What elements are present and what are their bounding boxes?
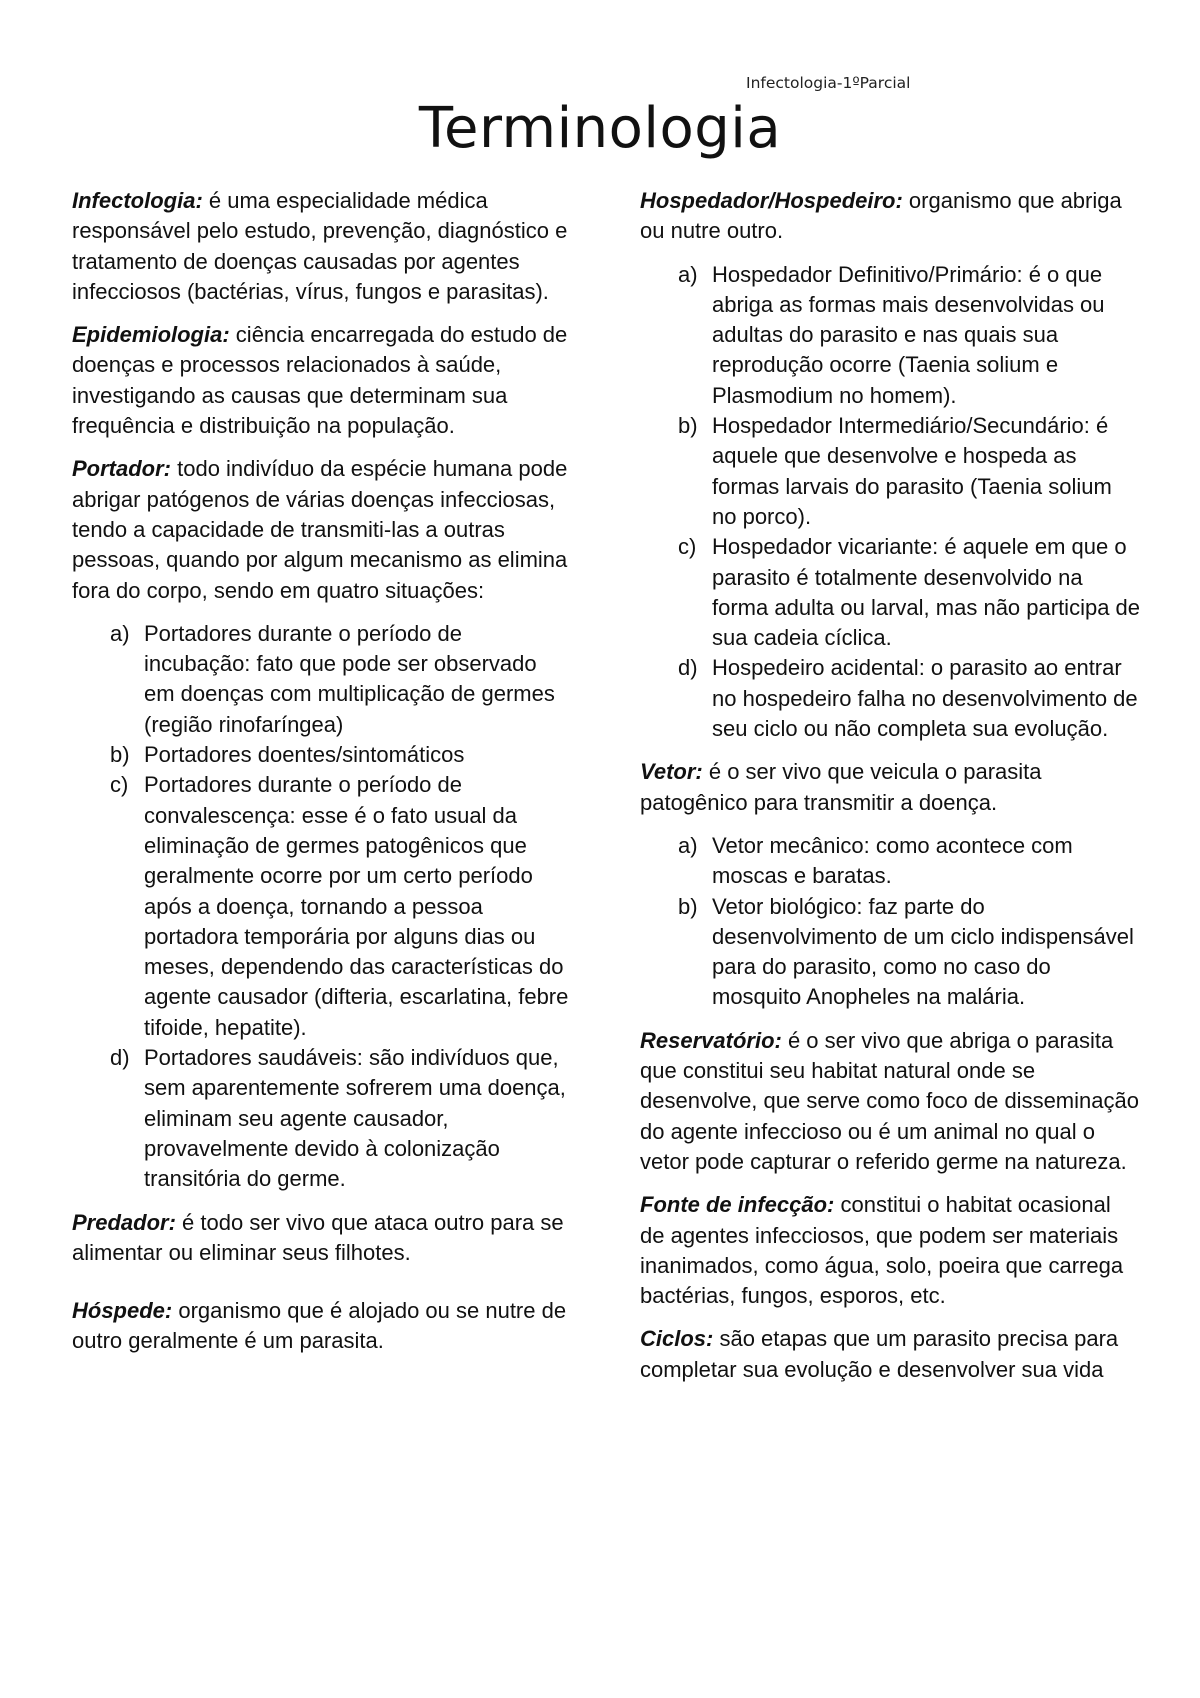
list-item <box>640 892 1140 1013</box>
term-label: Reservatório: <box>640 1027 782 1053</box>
list-item-text: Hospedador Definitivo/Primário: é o que abriga as formas mais desenvolvidas ou adultas do parasito e nas quais sua reprodução ocorre (Taenia solium e Plasmodium no homem). <box>712 261 1105 408</box>
list-item <box>640 831 1140 892</box>
term-label: Infectologia: <box>72 188 203 213</box>
definition-vetor <box>640 757 1140 818</box>
list-item <box>640 532 1140 653</box>
definition-text: é uma especialidade médica responsável pelo estudo, prevenção, diagnóstico e tratamento de doenças causadas por agentes infecciosos (bactérias, vírus, fungos e parasitas). <box>72 188 568 304</box>
definition-ciclos <box>640 1324 1140 1385</box>
hospedador-list <box>640 260 1140 745</box>
list-item-text: Portadores durante o período de incubação: fato que pode ser observado em doenças com multiplicação de germes (região rinofaríngea) <box>144 620 555 737</box>
definition-epidemiologia <box>72 320 572 441</box>
definition-text: todo indivíduo da espécie humana pode abrigar patógenos de várias doenças infecciosas, tendo a capacidade de transmiti-las a outras pessoas, quando por algum mecanismo as elimina fora do corpo, sendo em quatro situações: <box>72 456 568 603</box>
definition-text: são etapas que um parasito precisa para completar sua evolução e desenvolver sua vida <box>640 1326 1119 1382</box>
definition-fonte-de-infeccao <box>640 1190 1140 1311</box>
definition-text: organismo que abriga ou nutre outro. <box>640 188 1122 244</box>
list-item <box>72 1043 572 1194</box>
list-marker: d) <box>110 1045 130 1071</box>
list-item-text: Portadores doentes/sintomáticos <box>144 742 465 768</box>
list-marker: c) <box>678 534 697 560</box>
term-label: Fonte de infecção: <box>640 1192 835 1218</box>
list-item-text: Vetor biológico: faz parte do desenvolvimento de um ciclo indispensável para do parasito, como no caso do mosquito Anopheles na malária. <box>712 893 1134 1010</box>
list-marker: a) <box>678 261 698 287</box>
term-label: Epidemiologia: <box>72 322 230 348</box>
term-label: Hospedador/Hospedeiro: <box>640 188 903 213</box>
term-label: Predador: <box>72 1209 176 1235</box>
page-title: Terminologia <box>418 96 782 161</box>
definition-text: é o ser vivo que veicula o parasita patogênico para transmitir a doença. <box>640 759 1042 815</box>
list-item <box>72 740 572 770</box>
definition-infectologia <box>72 186 572 307</box>
list-item <box>640 260 1140 411</box>
list-marker: d) <box>678 655 698 681</box>
list-marker: b) <box>678 893 698 919</box>
list-item-text: Hospedador vicariante: é aquele em que o parasito é totalmente desenvolvido na forma adulta ou larval, mas não participa de sua cadeia cíclica. <box>712 534 1141 651</box>
definition-text: é o ser vivo que abriga o parasita que constitui seu habitat natural onde se desenvolve, que serve como foco de disseminação do agente infeccioso ou é um animal no qual o vetor pode capturar o referido germe na natureza. <box>640 1027 1139 1174</box>
list-marker: a) <box>110 620 130 646</box>
list-item-text: Vetor mecânico: como acontece com moscas e baratas. <box>712 832 1073 889</box>
term-label: Ciclos: <box>640 1326 714 1352</box>
list-item <box>72 770 572 1043</box>
definition-text: organismo que é alojado ou se nutre de outro geralmente é um parasita. <box>72 1298 567 1354</box>
term-label: Vetor: <box>640 759 703 785</box>
definition-hospede <box>72 1296 572 1357</box>
list-marker: a) <box>678 832 698 858</box>
list-item-text: Hospedeiro acidental: o parasito ao entrar no hospedeiro falha no desenvolvimento de seu ciclo ou não completa sua evolução. <box>712 655 1138 742</box>
definition-text: é todo ser vivo que ataca outro para se alimentar ou eliminar seus filhotes. <box>72 1209 564 1265</box>
list-item-text: Portadores saudáveis: são indivíduos que, sem aparentemente sofrerem uma doença, eliminam seu agente causador, provavelmente devido à colonização transitória do germe. <box>144 1045 566 1192</box>
definition-text: ciência encarregada do estudo de doenças e processos relacionados à saúde, investigando as causas que determinam sua frequência e distribuição na população. <box>72 322 568 439</box>
portador-list <box>72 619 572 1195</box>
list-marker: b) <box>110 742 130 768</box>
list-item <box>640 653 1140 744</box>
document-header: Infectologia-1ºParcial <box>746 74 911 92</box>
term-label: Portador: <box>72 456 171 482</box>
term-label: Hóspede: <box>72 1298 173 1324</box>
list-marker: c) <box>110 772 129 798</box>
definition-portador <box>72 454 572 605</box>
definition-text: constitui o habitat ocasional de agentes infecciosos, que podem ser materiais inanimados, como água, solo, poeira que carrega bactérias, fungos, esporos, etc. <box>640 1192 1124 1309</box>
definition-reservatorio <box>640 1026 1140 1177</box>
left-column <box>72 186 572 1370</box>
definition-hospedador <box>640 186 1140 247</box>
right-column <box>640 186 1140 1398</box>
definition-predador <box>72 1208 572 1269</box>
list-item <box>72 619 572 740</box>
list-marker: b) <box>678 413 698 439</box>
list-item-text: Hospedador Intermediário/Secundário: é aquele que desenvolve e hospeda as formas larvais do parasito (Taenia solium no porco). <box>712 413 1112 529</box>
vetor-list <box>640 831 1140 1013</box>
list-item-text: Portadores durante o período de convalescença: esse é o fato usual da eliminação de germes patogênicos que geralmente ocorre por um certo período após a doença, tornando a pessoa portadora temporária por alguns dias ou meses, dependendo das características do agente causador (difteria, escarlatina, febre tifoide, hepatite). <box>144 772 569 1040</box>
list-item <box>640 411 1140 532</box>
